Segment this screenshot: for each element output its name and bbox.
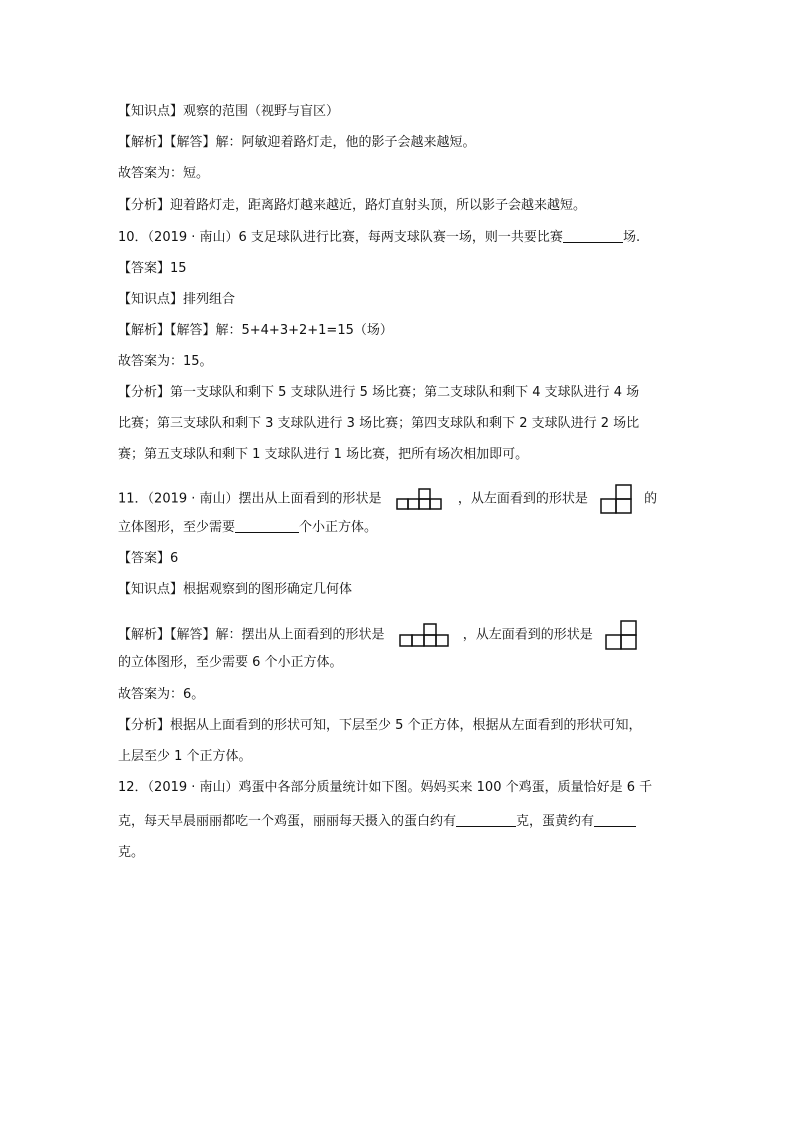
answer-blank (235, 519, 299, 533)
analysis-answer-line-continued: 的立体图形，至少需要 6 个小正方体。 (118, 655, 343, 670)
top-view-figure (396, 488, 442, 510)
top-view-figure (399, 623, 449, 647)
answer-blank (456, 813, 516, 827)
analysis-answer-text: 【解析】【解答】解：摆出从上面看到的形状是 (118, 627, 385, 643)
analysis-answer-line: 【解析】【解答】解：阿敏迎着路灯走，他的影子会越来越短。 (118, 135, 476, 150)
analysis-line-continued: 赛；第五支球队和剩下 1 支球队进行 1 场比赛，把所有场次相加即可。 (118, 447, 529, 462)
knowledge-point-line: 【知识点】根据观察到的图形确定几何体 (118, 582, 353, 597)
left-view-figure (600, 484, 632, 514)
analysis-line-continued: 上层至少 1 个正方体。 (118, 749, 252, 764)
question-11-text-2: ，从左面看到的形状是 (457, 491, 588, 507)
question-11-text-3: 的 (644, 491, 658, 507)
analysis-line-continued: 比赛；第三支球队和剩下 3 支球队进行 3 场比赛；第四支球队和剩下 2 支球队进行 2 场比 (118, 416, 640, 431)
analysis-line: 【分析】第一支球队和剩下 5 支球队进行 5 场比赛；第二支球队和剩下 4 支球队进行 4 场 (118, 385, 640, 400)
answer-line: 故答案为：短。 (118, 166, 210, 181)
answer-line: 故答案为：15。 (118, 354, 213, 369)
question-11 (118, 484, 657, 510)
question-12-text: 克，每天早晨丽丽都吃一个鸡蛋，丽丽每天摄入的蛋白约有 (118, 814, 457, 829)
question-12-line-3: 克。 (118, 845, 145, 860)
analysis-answer-line: 【解析】【解答】解：5+4+3+2+1=15（场） (118, 323, 393, 338)
answer-line: 故答案为：6。 (118, 687, 205, 702)
answer-line: 【答案】15 (118, 261, 187, 276)
question-11-line-2 (118, 519, 377, 537)
question-12-line-2 (118, 813, 636, 831)
question-12: 12．（2019 · 南山）鸡蛋中各部分质量统计如下图。妈妈买来 100 个鸡蛋，质量恰好是 6 千 (118, 780, 653, 795)
answer-blank (563, 229, 623, 243)
analysis-line: 【分析】迎着路灯走，距离路灯越来越近，路灯直射头顶，所以影子会越来越短。 (118, 198, 587, 213)
question-10 (118, 229, 640, 247)
question-11-text-4: 立体图形，至少需要 (118, 520, 236, 535)
question-10-text: 10．（2019 · 南山）6 支足球队进行比赛，每两支球队赛一场，则一共要比赛 (118, 230, 563, 245)
answer-line: 【答案】6 (118, 551, 179, 566)
knowledge-point-line: 【知识点】观察的范围（视野与盲区） (118, 104, 340, 119)
question-10-tail: 场. (622, 230, 641, 245)
left-view-figure (605, 620, 637, 650)
question-11-text: 11．（2019 · 南山）摆出从上面看到的形状是 (118, 491, 382, 507)
question-11-text-5: 个小正方体。 (299, 520, 378, 535)
answer-blank (594, 813, 636, 827)
analysis-line: 【分析】根据从上面看到的形状可知，下层至少 5 个正方体，根据从左面看到的形状可知， (118, 718, 642, 733)
question-12-text-2: 克，蛋黄约有 (516, 814, 595, 829)
analysis-answer-text-2: ，从左面看到的形状是 (462, 627, 593, 643)
analysis-answer-line-with-figures (118, 620, 637, 650)
knowledge-point-line: 【知识点】排列组合 (118, 292, 236, 307)
